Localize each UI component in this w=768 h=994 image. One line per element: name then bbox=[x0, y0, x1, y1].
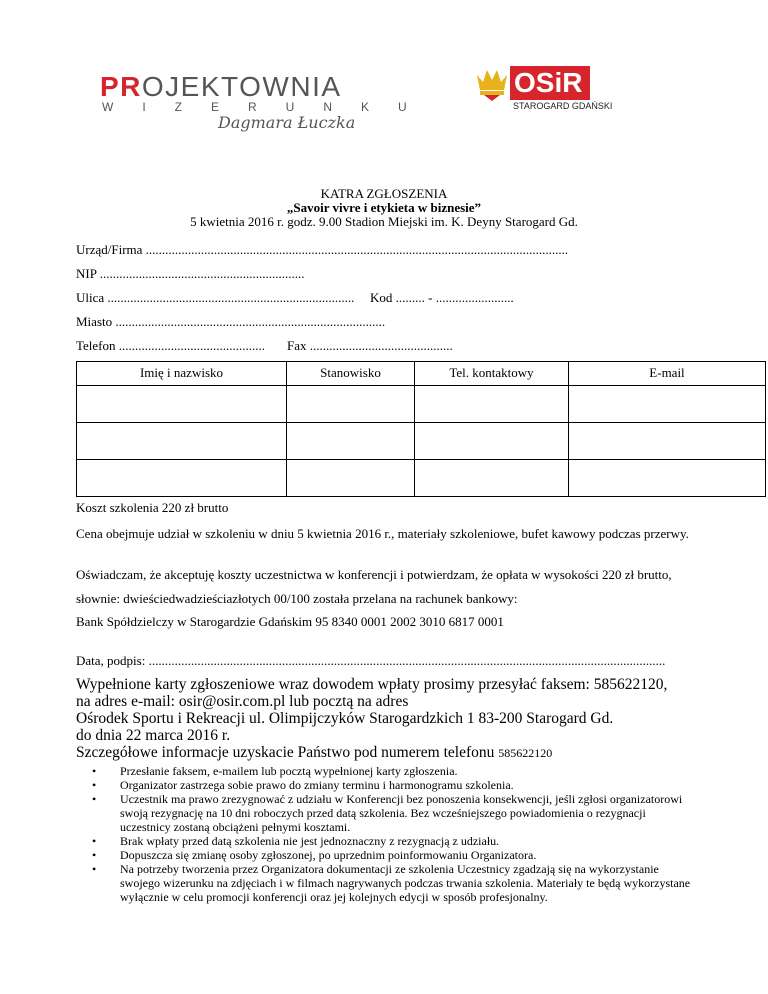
logo-name: OSiR bbox=[514, 67, 583, 98]
col-header-name: Imię i nazwisko bbox=[77, 362, 287, 386]
cost-text: Koszt szkolenia 220 zł brutto bbox=[76, 500, 229, 515]
miasto-field[interactable]: Miasto ................................................................................... bbox=[76, 314, 386, 329]
info-line-1: Wypełnione karty zgłoszeniowe wraz dowodem wpłaty prosimy przesyłać faksem: 585622120, bbox=[76, 676, 668, 693]
logo-city: STAROGARD GDAŃSKI bbox=[513, 101, 613, 111]
list-item-text: Organizator zastrzega sobie prawo do zmiany terminu i harmonogramu szkolenia. bbox=[120, 778, 514, 792]
logo-signature: Dagmara Łuczka bbox=[218, 113, 356, 132]
col-header-position: Stanowisko bbox=[287, 362, 415, 386]
cell-phone[interactable] bbox=[415, 460, 569, 497]
list-item bbox=[92, 778, 692, 792]
info-line-5 bbox=[76, 744, 552, 762]
table-row bbox=[77, 423, 766, 460]
table-row bbox=[77, 460, 766, 497]
bullet-icon: • bbox=[92, 778, 97, 792]
list-item-text: Dopuszcza się zmianę osoby zgłoszonej, po uprzednim poinformowaniu Organizatora. bbox=[120, 848, 537, 862]
logo-rest: OJEKTOWNIA bbox=[141, 71, 342, 102]
ulica-field[interactable]: Ulica ............................................................................ bbox=[76, 290, 355, 305]
cell-position[interactable] bbox=[287, 423, 415, 460]
info-line-2: na adres e-mail: osir@osir.com.pl lub pocztą na adres bbox=[76, 693, 409, 710]
logo-highlight: PR bbox=[100, 71, 142, 102]
nip-field[interactable]: NIP ............................................................... bbox=[76, 266, 305, 281]
amount-words-text: słownie: dwieściedwadzieściazłotych 00/100 została przelana na rachunek bankowy: bbox=[76, 591, 518, 606]
col-header-email: E-mail bbox=[569, 362, 766, 386]
logo-subtitle: WIZERUNKU bbox=[102, 100, 436, 114]
bullet-icon: • bbox=[92, 764, 97, 778]
list-item-text: Brak wpłaty przed datą szkolenia nie jest jednoznaczny z rezygnacją z udziału. bbox=[120, 834, 500, 848]
date-signature-field[interactable]: Data, podpis: ............................................................................................................................................................... bbox=[76, 653, 666, 668]
list-item-text: Na potrzeby tworzenia przez Organizatora dokumentacji ze szkolenia Uczestnicy zgadzają się na wykorzystanie swojego wizerunku na zdjęciach i w filmach nagrywanych podczas trwania szkolenia. Materiały te będą wykorzystane wyłącznie w celu promocji konferencji oraz jej kolejnych edycji w sposób profesjonalny. bbox=[120, 862, 691, 904]
cell-phone[interactable] bbox=[415, 423, 569, 460]
telefon-field[interactable]: Telefon ............................................. bbox=[76, 338, 266, 353]
declaration-text: Oświadczam, że akceptuję koszty uczestnictwa w konferencji i potwierdzam, że opłata w wysokości 220 zł brutto, bbox=[76, 567, 672, 582]
list-item bbox=[92, 764, 692, 778]
terms-list bbox=[92, 764, 692, 904]
info-line-4: do dnia 22 marca 2016 r. bbox=[76, 727, 231, 744]
list-item bbox=[92, 834, 692, 848]
col-header-phone: Tel. kontaktowy bbox=[415, 362, 569, 386]
table-row bbox=[77, 386, 766, 423]
cell-position[interactable] bbox=[287, 460, 415, 497]
cell-name[interactable] bbox=[77, 423, 287, 460]
cell-email[interactable] bbox=[569, 460, 766, 497]
crown-crest-icon bbox=[474, 66, 510, 102]
list-item-text: Uczestnik ma prawo zrezygnować z udziału w Konferencji bez ponoszenia konsekwencji, jeśli zgłosi organizatorowi swoją rezygnację na 10 dni roboczych przed datą szkolenia. Bez wcześniejszego powiadomienia o rezygnacji uczestnicy zostaną obciążeni pełnymi kosztami. bbox=[120, 792, 683, 834]
kod-field[interactable]: Kod ......... - ........................ bbox=[370, 290, 514, 305]
cell-name[interactable] bbox=[77, 460, 287, 497]
bank-account-text: Bank Spółdzielczy w Starogardzie Gdańskim 95 8340 0001 2002 3010 6817 0001 bbox=[76, 614, 504, 629]
form-title: KATRA ZGŁOSZENIA bbox=[320, 186, 448, 201]
table-header-row bbox=[77, 362, 766, 386]
osir-logo bbox=[474, 66, 614, 112]
date-place: 5 kwietnia 2016 r. godz. 9.00 Stadion Miejski im. K. Deyny Starogard Gd. bbox=[190, 214, 578, 229]
bullet-icon: • bbox=[92, 792, 97, 806]
cell-name[interactable] bbox=[77, 386, 287, 423]
training-name: „Savoir vivre i etykieta w biznesie” bbox=[286, 200, 482, 215]
bullet-icon: • bbox=[92, 862, 97, 876]
cell-phone[interactable] bbox=[415, 386, 569, 423]
list-item bbox=[92, 848, 692, 862]
logo-wordmark bbox=[100, 72, 342, 102]
list-item bbox=[92, 862, 692, 904]
cell-email[interactable] bbox=[569, 423, 766, 460]
participants-table bbox=[76, 361, 766, 497]
projektownia-logo bbox=[100, 71, 436, 138]
cell-email[interactable] bbox=[569, 386, 766, 423]
cell-position[interactable] bbox=[287, 386, 415, 423]
info-line-3: Ośrodek Sportu i Rekreacji ul. Olimpijczyków Starogardzkich 1 83-200 Starogard Gd. bbox=[76, 710, 614, 727]
bullet-icon: • bbox=[92, 848, 97, 862]
fax-field[interactable]: Fax ............................................ bbox=[287, 338, 453, 353]
bullet-icon: • bbox=[92, 834, 97, 848]
list-item-text: Przesłanie faksem, e-mailem lub pocztą wypełnionej karty zgłoszenia. bbox=[120, 764, 458, 778]
price-includes-text: Cena obejmuje udział w szkoleniu w dniu 5 kwietnia 2016 r., materiały szkoleniowe, bufet kawowy podczas przerwy. bbox=[76, 526, 689, 541]
list-item bbox=[92, 792, 692, 834]
info-line-5-text: Szczegółowe informacje uzyskacie Państwo pod numerem telefonu bbox=[76, 744, 495, 761]
info-phone: 585622120 bbox=[498, 746, 553, 760]
urzad-firma-field[interactable]: Urząd/Firma .................................................................................................................................. bbox=[76, 242, 569, 257]
